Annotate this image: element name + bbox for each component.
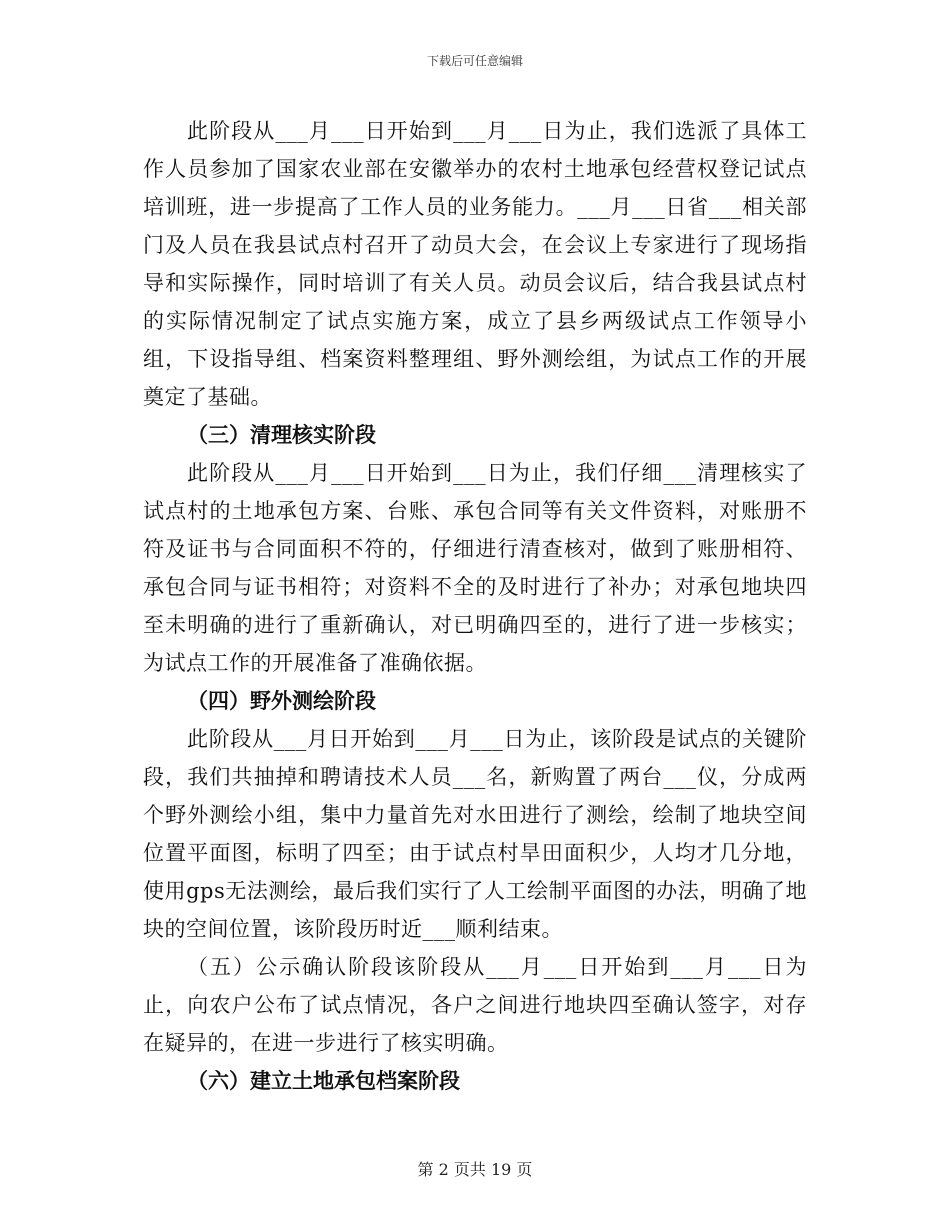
page-number: 第 2 页共 19 页 xyxy=(417,1160,533,1179)
paragraph-section-3: 此阶段从___月___日开始到___日为止，我们仔细___清理核实了试点村的土地承包方案、台账、承包合同等有关文件资料，对账册不符及证书与合同面积不符的，仔细进行清查核对，做到了账册相符、承包合同与证书相符；对资料不全的及时进行了补办；对承包地块四至未明确的进行了重新确认，对已明确四至的，进行了进一步核实；为试点工作的开展准备了准确依据。 xyxy=(143,461,807,675)
section-heading-3: （三）清理核实阶段 xyxy=(187,423,376,447)
header-note: 下载后可任意编辑 xyxy=(426,54,523,68)
paragraph-section-4: 此阶段从___月日开始到___月___日为止，该阶段是试点的关键阶段，我们共抽掉和聘请技术人员___名，新购置了两台___仪，分成两个野外测绘小组，集中力量首先对水田进行了测绘，绘制了地块空间位置平面图，标明了四至；由于试点村旱田面积少，人均才几分地，使用gps无法测绘，最后我们实行了人工绘制平面图的办法，明确了地块的空间位置，该阶段历时近___顺利结束。 xyxy=(143,727,807,941)
section-heading-4: （四）野外测绘阶段 xyxy=(187,689,376,713)
document-body xyxy=(143,112,807,1100)
paragraph-intro: 此阶段从___月___日开始到___月___日为止，我们选派了具体工作人员参加了国家农业部在安徽举办的农村土地承包经营权登记试点培训班，进一步提高了工作人员的业务能力。___月___日省___相关部门及人员在我县试点村召开了动员大会，在会议上专家进行了现场指导和实际操作，同时培训了有关人员。动员会议后，结合我县试点村的实际情况制定了试点实施方案，成立了县乡两级试点工作领导小组，下设指导组、档案资料整理组、野外测绘组，为试点工作的开展奠定了基础。 xyxy=(143,119,807,409)
section-heading-6: （六）建立土地承包档案阶段 xyxy=(187,1069,460,1093)
paragraph-section-5: （五）公示确认阶段该阶段从___月___日开始到___月___日为止，向农户公布了试点情况，各户之间进行地块四至确认签字，对存在疑异的，在进一步进行了核实明确。 xyxy=(143,955,807,1055)
